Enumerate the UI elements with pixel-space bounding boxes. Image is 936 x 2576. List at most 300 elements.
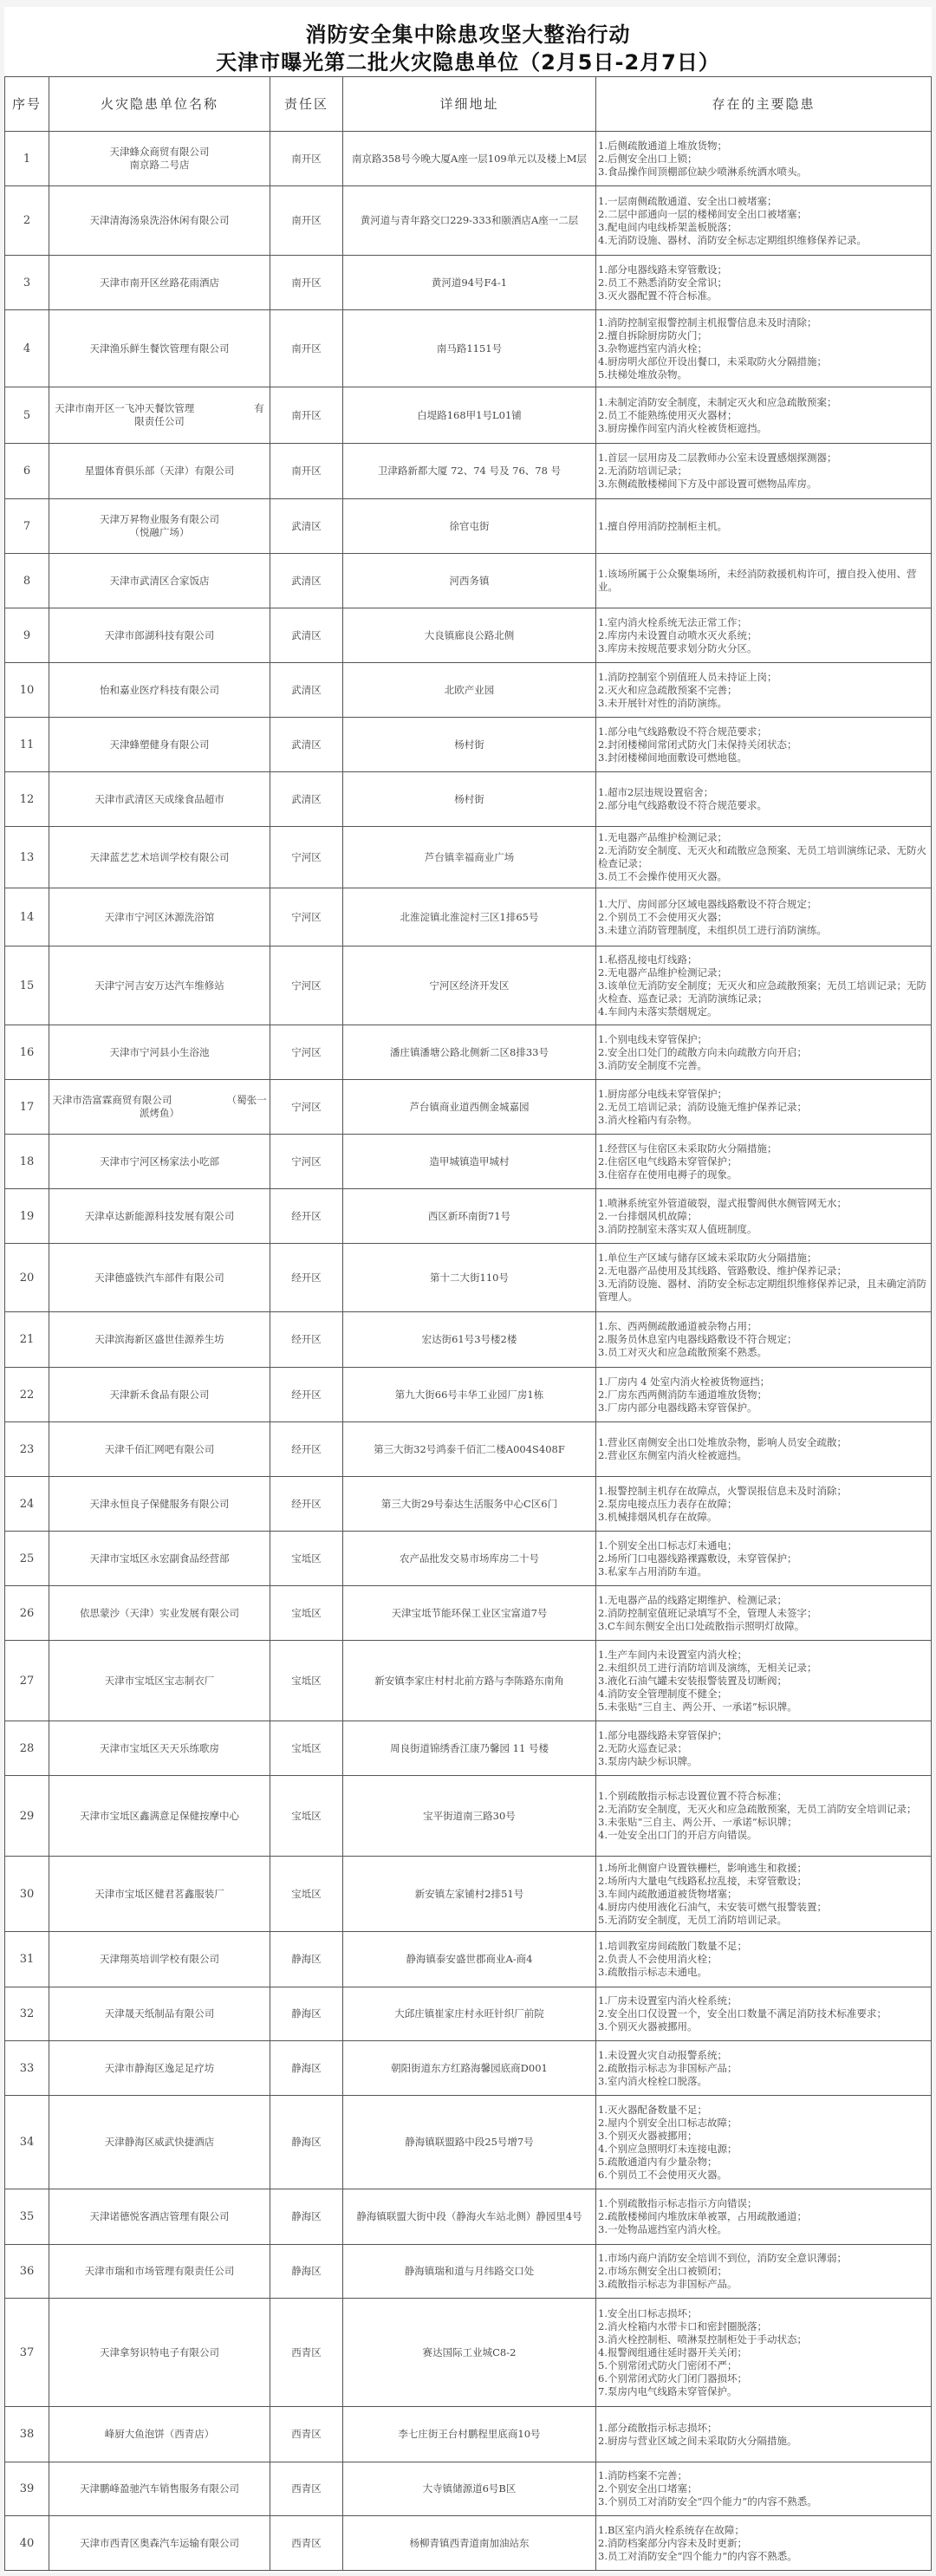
address: 第三大街32号鸿泰千佰汇二楼A004S408F [343, 1422, 596, 1477]
hazard-item: 4.消防安全管理制度不健全； [598, 1687, 727, 1700]
hazard-item: 2.厨房与营业区域之间未采取防火分隔措施。 [598, 2434, 797, 2447]
unit-name-line: 天津卓达新能源科技发展有限公司 [84, 1209, 235, 1222]
row-number: 28 [5, 1721, 49, 1776]
hazard-list [596, 1135, 932, 1189]
table-row [5, 2462, 932, 2516]
row-number: 5 [5, 387, 49, 444]
hazard-list [596, 1312, 932, 1368]
unit-name [49, 1987, 270, 2041]
unit-name [49, 2299, 270, 2407]
district: 静海区 [270, 2189, 343, 2245]
table-row [5, 1135, 932, 1189]
table-row [5, 554, 932, 608]
hazard-item: 2.厂房东西两侧消防车通道堆放货物； [598, 1388, 767, 1401]
hazard-item: 3.私家车占用消防车道。 [598, 1564, 707, 1577]
address: 李七庄街王台村鹏程里底商10号 [343, 2407, 596, 2462]
district: 南开区 [270, 444, 343, 499]
hazard-item: 2.消防控制室值班记录填写不全，管理人未签字； [598, 1606, 817, 1619]
row-number: 30 [5, 1857, 49, 1932]
unit-name [49, 2462, 270, 2516]
address: 新安镇李家庄村村北前方路与李陈路东南角 [343, 1641, 596, 1721]
hazard-item: 2.疏散楼梯间内堆放床单被罩，占用疏散通道； [598, 2210, 807, 2222]
hazard-item: 3.室内消火栓栓口脱落。 [598, 2074, 707, 2087]
unit-name-line: 天津晟天纸制品有限公司 [104, 2007, 215, 2020]
unit-name-line: 天津市宝坻区天天乐练歌房 [100, 1741, 219, 1754]
address: 徐官屯街 [343, 499, 596, 554]
unit-name-line: 天津滨海新区盛世佳源养生坊 [94, 1333, 224, 1345]
unit-name [49, 718, 270, 772]
hazard-list [596, 718, 932, 772]
hazard-item: 2.个别员工不会使用灭火器； [598, 910, 727, 923]
district: 宁河区 [270, 1135, 343, 1189]
hazard-item: 2.场所内大量电气线路私拉乱接，未穿管敷设； [598, 1874, 807, 1887]
unit-name-line: 天津蓝艺艺术培训学校有限公司 [89, 850, 230, 863]
table-row [5, 310, 932, 387]
district: 宝坻区 [270, 1857, 343, 1932]
hazard-item: 1.市场内商户消防安全培训不到位，消防安全意识薄弱； [598, 2252, 847, 2264]
table-row [5, 1189, 932, 1244]
hazard-list [596, 2245, 932, 2299]
unit-name [49, 1422, 270, 1477]
hazard-item: 2.消火栓箱内水带卡口和密封圈脱落； [598, 2319, 767, 2332]
table-row [5, 1776, 932, 1857]
hazard-item: 3.无消防设施、器材、消防安全标志定期组织维修保养记录，且未确定消防管理人。 [598, 1278, 926, 1303]
hazard-item: 2.无消防培训记录； [598, 465, 687, 477]
hazard-item: 1.未设置火灾自动报警系统； [598, 2048, 727, 2061]
hazard-item: 5.个别常闭式防火门密闭不严； [598, 2358, 738, 2371]
unit-name-line: 天津市宁河县小生浴池 [109, 1045, 210, 1058]
unit-name [49, 2516, 270, 2571]
hazard-list [596, 1641, 932, 1721]
unit-name-line: 天津市武清区合家饭店 [109, 574, 210, 587]
row-number: 19 [5, 1189, 49, 1244]
hazard-item: 1.经营区与住宿区未采取防火分隔措施； [598, 1142, 777, 1155]
row-number: 35 [5, 2189, 49, 2245]
address: 西区新环南街71号 [343, 1189, 596, 1244]
district: 西青区 [270, 2516, 343, 2571]
unit-name-line: 天津翔英培训学校有限公司 [100, 1953, 219, 1965]
address: 潘庄镇潘塘公路北侧新二区8排33号 [343, 1025, 596, 1080]
row-number: 25 [5, 1532, 49, 1586]
hazard-item: 1.该场所属于公众聚集场所，未经消防救援机构许可，擅自投入使用、营业。 [598, 568, 917, 593]
hazard-list [596, 2096, 932, 2189]
unit-name [49, 1025, 270, 1080]
unit-name-line: 天津市南开区丝路花雨酒店 [100, 276, 219, 289]
hazard-item: 2.安全出口仅设置一个，安全出口数量不满足消防技术标准要求； [598, 2007, 887, 2020]
district: 南开区 [270, 310, 343, 387]
hazard-item: 4.报警阀组通往延时器开关关闭； [598, 2345, 747, 2358]
table-row [5, 499, 932, 554]
hazard-item: 2.住宿区电气线路未穿管保护； [598, 1155, 738, 1168]
unit-name-line: 天津宁河吉安万达汽车维修站 [94, 979, 224, 992]
unit-name-line: 峰厨大鱼泡饼（西青店） [104, 2428, 215, 2440]
hazard-list [596, 888, 932, 946]
unit-name [49, 827, 270, 888]
table-row [5, 2189, 932, 2245]
hazard-item: 1.单位生产区域与储存区域未采取防火分隔措施； [598, 1252, 817, 1264]
address: 静海镇联盟路中段25号增7号 [343, 2096, 596, 2189]
hazard-item: 5.扶梯处堆放杂物。 [598, 368, 687, 381]
hazard-item: 1.私搭乱接电灯线路； [598, 953, 698, 966]
hazard-item: 3.封闭楼梯间地面敷设可燃地毯。 [598, 751, 747, 764]
hazard-item: 3.车间内疏散通道被货物堵塞； [598, 1887, 738, 1900]
table-row [5, 1532, 932, 1586]
row-number: 29 [5, 1776, 49, 1857]
unit-name-line: 天津市浩富霖商贸有限公司 （蜀张一派烤鱼） [52, 1094, 267, 1119]
row-number: 10 [5, 663, 49, 718]
row-number: 6 [5, 444, 49, 499]
hazard-list [596, 1422, 932, 1477]
unit-name-line: 天津市宝坻区永宏副食品经营部 [89, 1551, 230, 1564]
hazard-item: 1.个别疏散指示标志设置位置不符合标准； [598, 1790, 787, 1802]
hazard-item: 3.厂房内部分电器线路未穿管保护。 [598, 1401, 757, 1414]
hazard-item: 3.员工对灭火和应急疏散预案不熟悉。 [598, 1346, 767, 1358]
hazard-item: 1.消防档案不完善； [598, 2469, 687, 2482]
row-number: 31 [5, 1932, 49, 1987]
hazard-item: 3.食品操作间顶棚部位缺少喷淋系统洒水喷头。 [598, 165, 807, 178]
hazard-item: 3.疏散指示标志为非国标产品。 [598, 2278, 738, 2290]
district: 经开区 [270, 1189, 343, 1244]
row-number: 13 [5, 827, 49, 888]
hazard-item: 1.营业区南侧安全出口处堆放杂物，影响人员安全疏散； [598, 1436, 847, 1448]
table-row [5, 663, 932, 718]
table-row [5, 186, 932, 256]
hazard-list [596, 2407, 932, 2462]
unit-name [49, 772, 270, 827]
hazard-item: 4.个别应急照明灯未连接电源； [598, 2142, 738, 2155]
row-number: 40 [5, 2516, 49, 2571]
address: 静海镇瑞和道与月纬路交口处 [343, 2245, 596, 2299]
unit-name-line: 天津德盛铁汽车部件有限公司 [94, 1271, 224, 1284]
table-row [5, 888, 932, 946]
row-number: 33 [5, 2041, 49, 2096]
unit-name [49, 1189, 270, 1244]
address: 宝平街道南三路30号 [343, 1776, 596, 1857]
column-header-name: 火灾隐患单位名称 [49, 77, 270, 132]
address: 白堤路168甲1号L01铺 [343, 387, 596, 444]
unit-name-line: 天津万昇物业服务有限公司 [100, 513, 219, 525]
hazard-item: 3.杂物遮挡室内消火栓； [598, 342, 707, 355]
district: 宝坻区 [270, 1641, 343, 1721]
row-number: 36 [5, 2245, 49, 2299]
hazard-item: 1.生产车间内未设置室内消火栓； [598, 1648, 747, 1661]
district: 武清区 [270, 772, 343, 827]
row-number: 21 [5, 1312, 49, 1368]
table-row [5, 827, 932, 888]
district: 武清区 [270, 499, 343, 554]
document-title: 消防安全集中除患攻坚大整治行动 [305, 23, 631, 47]
address: 芦台镇幸福商业广场 [343, 827, 596, 888]
hazard-item: 2.消防档案部分内容未及时更新； [598, 2536, 747, 2549]
row-number: 11 [5, 718, 49, 772]
row-number: 26 [5, 1586, 49, 1641]
hazard-item: 2.服务员休息室内电器线路敷设不符合规定； [598, 1333, 797, 1345]
hazard-item: 3.未张贴“三自主、两公开、一承诺”标识牌； [598, 1816, 797, 1828]
hazard-list [596, 554, 932, 608]
hazard-item: 1.首层一层用房及二层教师办公室未设置感烟探测器； [598, 452, 837, 464]
address: 大良镇廊良公路北侧 [343, 608, 596, 663]
table-row [5, 1477, 932, 1532]
district: 宁河区 [270, 827, 343, 888]
address: 北淮淀镇北淮淀村三区1排65号 [343, 888, 596, 946]
table-row [5, 387, 932, 444]
district: 南开区 [270, 256, 343, 310]
unit-name-line: 天津市西青区奥森汽车运输有限公司 [80, 2536, 239, 2549]
table-row [5, 1987, 932, 2041]
hazard-item: 2.灭火和应急疏散预案不完善； [598, 683, 738, 696]
hazard-item: 6.个别员工不会使用灭火器。 [598, 2168, 727, 2181]
row-number: 27 [5, 1641, 49, 1721]
address: 杨村街 [343, 718, 596, 772]
address: 大邱庄镇崔家庄村永旺针织厂前院 [343, 1987, 596, 2041]
district: 宝坻区 [270, 1721, 343, 1776]
hazard-item: 1.个别电线未穿管保护； [598, 1032, 707, 1045]
district: 武清区 [270, 608, 343, 663]
hazard-item: 3.消防控制室未落实双人值班制度。 [598, 1222, 757, 1235]
unit-name [49, 310, 270, 387]
hazard-list [596, 663, 932, 718]
unit-name-line: 天津市宁河区杨家法小吃部 [100, 1155, 219, 1168]
hazard-item: 1.消防控制室个别值班人员未持证上岗； [598, 670, 777, 683]
column-header-address: 详细地址 [343, 77, 596, 132]
unit-name [49, 2407, 270, 2462]
unit-name [49, 387, 270, 444]
unit-name-line: 天津市宝坻区宝志制衣厂 [104, 1674, 215, 1687]
unit-name [49, 2041, 270, 2096]
hazard-list [596, 499, 932, 554]
row-number: 22 [5, 1368, 49, 1422]
unit-name-line: 天津市宝坻区鑫满意足保健按摩中心 [80, 1809, 239, 1822]
hazard-list [596, 2299, 932, 2407]
hazard-item: 3.个别员工对消防安全“四个能力”的内容不熟悉。 [598, 2495, 817, 2508]
hazard-list [596, 186, 932, 256]
table-row [5, 1312, 932, 1368]
hazard-item: 3.厨房操作间室内消火栓被货柜遮挡。 [598, 421, 767, 434]
hazard-list [596, 310, 932, 387]
unit-name-line: 星盟体育俱乐部（天津）有限公司 [84, 465, 235, 477]
hazard-item: 1.超市2层违规设置宿舍； [598, 786, 714, 798]
hazard-item: 3.疏散指示标志未通电。 [598, 1966, 707, 1978]
unit-name [49, 1368, 270, 1422]
unit-name-line: 天津市宁河区沐源洗浴馆 [104, 910, 215, 923]
row-number: 38 [5, 2407, 49, 2462]
row-number: 4 [5, 310, 49, 387]
hazard-item: 3.未开展针对性的消防演练。 [598, 696, 727, 709]
hazard-item: 1.部分电器线路未穿管敷设； [598, 263, 727, 276]
hazard-item: 2.疏散指示标志为非国标产品； [598, 2061, 738, 2074]
district: 宁河区 [270, 1080, 343, 1135]
hazard-list [596, 827, 932, 888]
district: 宝坻区 [270, 1586, 343, 1641]
hazard-item: 4.厨房明火部位开设出餐口，未采取防火分隔措施； [598, 355, 827, 368]
unit-name-line: 天津市静海区逸足足疗坊 [104, 2061, 215, 2074]
unit-name [49, 888, 270, 946]
hazard-item: 1.个别安全出口标志灯未通电； [598, 1538, 738, 1551]
row-number: 3 [5, 256, 49, 310]
hazard-list [596, 1932, 932, 1987]
hazard-list [596, 2516, 932, 2571]
unit-name-line: 天津鹏峰盈驰汽车销售服务有限公司 [80, 2482, 239, 2495]
district: 静海区 [270, 1932, 343, 1987]
column-header-district: 责任区 [270, 77, 343, 132]
district: 武清区 [270, 718, 343, 772]
row-number: 12 [5, 772, 49, 827]
district: 静海区 [270, 2245, 343, 2299]
district: 南开区 [270, 132, 343, 186]
unit-name-line: 天津渔乐鲜生餐饮管理有限公司 [89, 342, 230, 355]
row-number: 14 [5, 888, 49, 946]
row-number: 23 [5, 1422, 49, 1477]
table-row [5, 444, 932, 499]
hazard-item: 1.B区室内消火栓系统存在故障； [598, 2523, 744, 2536]
hazard-list [596, 2189, 932, 2245]
hazard-item: 1.未制定消防安全制度，未制定灭火和应急疏散预案； [598, 395, 837, 408]
hazard-item: 1.厨房部分电线未穿管保护； [598, 1087, 727, 1100]
row-number: 39 [5, 2462, 49, 2516]
district: 经开区 [270, 1244, 343, 1312]
hazard-item: 3.库房未按规范要求划分防火分区。 [598, 641, 757, 654]
hazard-item: 2.无电器产品维护检测记录； [598, 966, 727, 979]
unit-name [49, 608, 270, 663]
hazard-item: 3.员工对消防安全“四个能力”的内容不熟悉。 [598, 2549, 797, 2562]
unit-name [49, 1857, 270, 1932]
district: 武清区 [270, 663, 343, 718]
hazard-item: 1.安全出口标志损坏； [598, 2306, 698, 2319]
hazard-list [596, 1776, 932, 1857]
hazard-item: 1.擅自停用消防控制柜主机。 [598, 519, 727, 532]
unit-name-line: 天津诺德悦客酒店管理有限公司 [89, 2210, 230, 2222]
hazard-item: 2.屋内个别安全出口标志故障； [598, 2116, 738, 2129]
unit-name [49, 1776, 270, 1857]
unit-name [49, 1721, 270, 1776]
hazard-list [596, 2462, 932, 2516]
unit-name-line: 天津静海区威武快捷酒店 [104, 2136, 215, 2148]
district: 南开区 [270, 387, 343, 444]
hazard-item: 2.个别安全出口堵塞； [598, 2482, 698, 2495]
address: 赛达国际工业城C8-2 [343, 2299, 596, 2407]
district: 静海区 [270, 2096, 343, 2189]
unit-name [49, 132, 270, 186]
hazard-table [4, 76, 932, 2571]
column-header-seq: 序号 [5, 77, 49, 132]
hazard-item: 4.无消防设施、器材、消防安全标志定期组织维修保养记录。 [598, 233, 867, 246]
table-row [5, 132, 932, 186]
hazard-item: 2.部分电气线路敷设不符合规范要求。 [598, 799, 767, 811]
address: 第九大街66号丰华工业园厂房1栋 [343, 1368, 596, 1422]
row-number: 1 [5, 132, 49, 186]
row-number: 15 [5, 946, 49, 1025]
hazard-item: 1.消防控制室报警控制主机报警信息未及时清除； [598, 315, 817, 329]
address: 大寺镇储源道6号B区 [343, 2462, 596, 2516]
district: 经开区 [270, 1368, 343, 1422]
hazard-list [596, 1586, 932, 1641]
district: 静海区 [270, 1987, 343, 2041]
district: 宝坻区 [270, 1776, 343, 1857]
hazard-item: 1.报警控制主机存在故障点，火警误报信息未及时消除； [598, 1484, 847, 1497]
unit-name-line: （悦融广场） [129, 526, 190, 538]
hazard-item: 2.无员工培训记录；消防设施无维护保养记录； [598, 1100, 807, 1113]
hazard-item: 1.一层南侧疏散通道、安全出口被堵塞； [598, 194, 777, 207]
hazard-item: 5.疏散通道内有少量杂物； [598, 2155, 718, 2168]
hazard-list [596, 946, 932, 1025]
hazard-item: 7.泵房内电气线路未穿管保护。 [598, 2384, 738, 2397]
address: 静海镇联盟大街中段（静海火车站北侧）静园里4号 [343, 2189, 596, 2245]
hazard-list [596, 1987, 932, 2041]
hazard-list [596, 132, 932, 186]
row-number: 34 [5, 2096, 49, 2189]
hazard-item: 2.场所门口电器线路裸露敷设，未穿管保护； [598, 1551, 797, 1564]
row-number: 7 [5, 499, 49, 554]
unit-name [49, 1244, 270, 1312]
hazard-list [596, 1189, 932, 1244]
district: 西青区 [270, 2462, 343, 2516]
unit-name-line: 依思蒙沙（天津）实业发展有限公司 [80, 1606, 239, 1619]
row-number: 24 [5, 1477, 49, 1532]
table-row [5, 718, 932, 772]
hazard-item: 2.后侧安全出口上锁； [598, 152, 698, 165]
hazard-item: 3.配电间内电线桥架盖板脱落； [598, 220, 738, 233]
unit-name-line: 南京路二号店 [129, 159, 190, 171]
row-number: 18 [5, 1135, 49, 1189]
address: 芦台镇商业道西侧金城嘉园 [343, 1080, 596, 1135]
hazard-item: 2.未组织员工进行消防培训及演练，无相关记录； [598, 1661, 817, 1674]
hazard-item: 3.员工不会操作使用灭火器。 [598, 870, 727, 882]
hazard-item: 2.一台排烟风机故障； [598, 1209, 698, 1222]
hazard-item: 1.无电器产品的线路定期维护、检测记录； [598, 1593, 787, 1606]
hazard-item: 1.后侧疏散通道上堆放货物； [598, 139, 727, 152]
unit-name-line: 天津市宝坻区健君茗鑫服装厂 [94, 1887, 224, 1900]
address: 北欧产业园 [343, 663, 596, 718]
hazard-item: 1.部分疏散指示标志损坏； [598, 2421, 718, 2434]
address: 宁河区经济开发区 [343, 946, 596, 1025]
table-row [5, 1025, 932, 1080]
address: 南马路1151号 [343, 310, 596, 387]
address: 杨柳青镇西青道南加油站东 [343, 2516, 596, 2571]
hazard-item: 1.场所北侧窗户设置铁栅栏，影响逃生和救援； [598, 1861, 807, 1874]
hazard-item: 3.东侧疏散楼梯间下方及中部设置可燃物品库房。 [598, 478, 817, 490]
hazard-item: 1.厂房未设置室内消火栓系统； [598, 1994, 738, 2007]
address: 杨村街 [343, 772, 596, 827]
table-row [5, 946, 932, 1025]
hazard-list [596, 2041, 932, 2096]
address: 朝阳街道东方红路海馨园底商D001 [343, 2041, 596, 2096]
district: 宁河区 [270, 946, 343, 1025]
hazard-item: 1.厂房内 4 处室内消火栓被货物遮挡； [598, 1375, 770, 1388]
hazard-item: 4.一处安全出口门的开启方向错误。 [598, 1829, 757, 1841]
unit-name [49, 1080, 270, 1135]
district: 西青区 [270, 2299, 343, 2407]
hazard-item: 2.无消防安全制度、无灭火和疏散应急预案、无员工培训演练记录、无防火检查记录； [598, 844, 926, 869]
hazard-list [596, 444, 932, 499]
unit-name [49, 946, 270, 1025]
hazard-item: 2.员工不能熟练使用灭火器材； [598, 408, 738, 421]
unit-name-line: 怡和嘉业医疗科技有限公司 [100, 683, 219, 696]
hazard-item: 2.库房内未设置自动喷水灭火系统； [598, 628, 757, 641]
hazard-list [596, 608, 932, 663]
unit-name-line: 天津千佰汇网吧有限公司 [104, 1442, 215, 1455]
unit-name-line: 天津蜂众商贸有限公司 [109, 146, 210, 158]
district: 宝坻区 [270, 1532, 343, 1586]
unit-name-line: 天津拿努识特电子有限公司 [100, 2345, 219, 2358]
unit-name-line: 天津新禾食品有限公司 [109, 1388, 210, 1401]
hazard-item: 3.C车间东侧安全出口处疏散指示照明灯故障。 [598, 1619, 805, 1632]
unit-name [49, 2096, 270, 2189]
address: 黄河道与青年路交口229-333和颐酒店A座一二层 [343, 186, 596, 256]
district: 经开区 [270, 1422, 343, 1477]
hazard-item: 1.灭火器配备数量不足； [598, 2103, 707, 2116]
unit-name [49, 1477, 270, 1532]
hazard-item: 3.该单位无消防安全制度；无灭火和应急疏散预案；无员工培训记录；无防火检查、巡查记录；无消防演练记录； [598, 979, 926, 1005]
